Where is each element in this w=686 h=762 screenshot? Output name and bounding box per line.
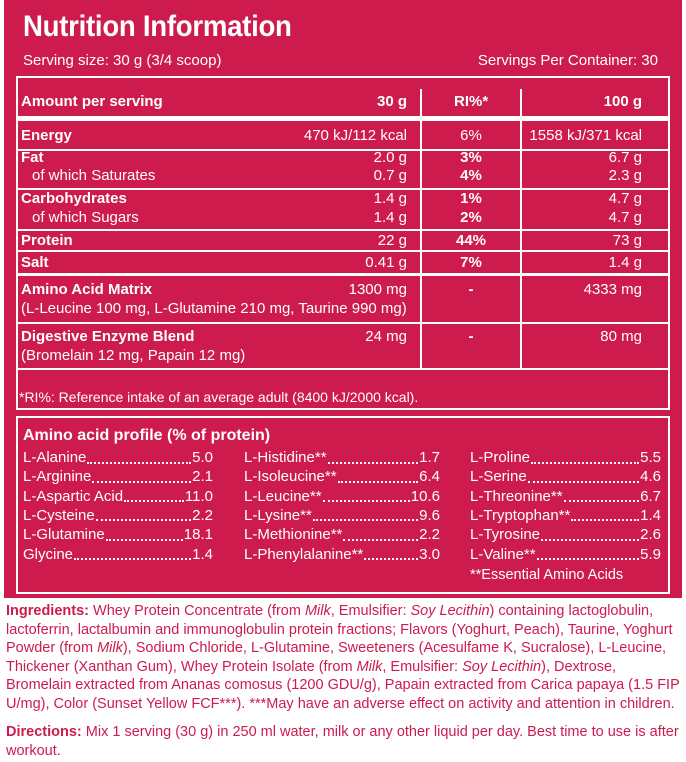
cell-ri: 3% — [460, 149, 482, 166]
ingredients-text — [6, 602, 682, 713]
cell-value: 80 mg — [600, 328, 642, 345]
ingredients-body: Whey Protein Concentrate (from Milk, Emulsifier: Soy Lecithin) containing lactoglobulin, lactoferrin, lactalbumin and immunoglobulin protein fractions; Flavors (Yoghurt, Peach), Taurine, Yoghurt Powder (from Milk), Sodium Chloride, L-Glutamine, Sweeteners (Acesulfame K, Sucralose), L-Leucine, Thickener (Xanthan Gum), Whey Protein Isolate (from Milk, Emulsifier: Soy Lecithin), Dextrose, Bromelain extracted from Ananas comosus (1200 GDU/g), Papain extracted from Carica papaya (1.5 FIP U/mg), Color (Sunset Yellow FCF***). ***May have an adverse effect on activity and attention in children. — [6, 603, 680, 712]
cell-value: 6.7 g — [608, 149, 642, 166]
amino-acid-value: 9.6 — [419, 506, 440, 524]
dot-leader — [313, 507, 418, 522]
amino-acid-row — [244, 507, 440, 526]
cell-ri: 6% — [460, 127, 482, 144]
ri-note: *RI%: Reference intake of an average adult (8400 kJ/2000 kcal). — [19, 389, 419, 405]
divider — [16, 229, 670, 231]
cell-ri: 4% — [460, 167, 482, 184]
amino-acid-name: L-Serine — [470, 468, 527, 486]
amino-acid-row — [23, 468, 213, 487]
divider — [16, 76, 18, 409]
divider — [16, 408, 670, 410]
divider — [16, 76, 670, 78]
cell-ri: - — [468, 281, 474, 298]
servings-per-container: Servings Per Container: 30 — [477, 52, 658, 69]
dot-leader — [106, 526, 183, 541]
amino-profile-title: Amino acid profile (% of protein) — [23, 427, 271, 444]
dot-leader — [96, 507, 191, 522]
divider — [16, 368, 670, 370]
amino-acid-row — [470, 507, 661, 526]
amino-acid-value: 5.5 — [640, 449, 661, 466]
dot-leader — [541, 526, 639, 541]
amino-acid-name: L-Aspartic Acid — [23, 487, 124, 505]
dot-leader — [92, 468, 191, 483]
row-sublabel: (L-Leucine 100 mg, L-Glutamine 210 mg, Taurine 990 mg) — [21, 300, 407, 317]
directions-body: Mix 1 serving (30 g) in 250 ml water, milk or any other liquid per day. Best time to use is after workout. — [6, 724, 679, 759]
divider — [16, 116, 670, 121]
amino-acid-value: 11.0 — [184, 487, 213, 505]
divider — [16, 149, 670, 151]
amino-acid-name: L-Histidine** — [244, 449, 327, 466]
amino-acid-row — [23, 488, 213, 507]
divider — [16, 592, 670, 594]
amino-acid-row — [470, 546, 661, 565]
amino-acid-name: L-Arginine — [23, 468, 92, 486]
amino-acid-value: 2.2 — [419, 526, 440, 544]
cell-ri: 44% — [455, 232, 487, 249]
row-label-enzyme-blend: Digestive Enzyme Blend — [21, 328, 195, 345]
amino-acid-value: 1.4 — [640, 506, 661, 524]
directions-label: Directions: — [6, 724, 82, 740]
cell-value: 24 mg — [365, 328, 407, 345]
amino-acid-row — [23, 507, 213, 526]
amino-acid-value: 2.6 — [640, 526, 661, 544]
amino-acid-name: L-Tryptophan** — [470, 506, 571, 524]
cell-value: 0.41 g — [365, 254, 407, 271]
amino-acid-row — [23, 526, 213, 545]
dot-leader — [564, 488, 640, 503]
cell-ri: 7% — [460, 254, 482, 271]
row-label-saturates: of which Saturates — [32, 167, 156, 184]
cell-value: 0.7 g — [373, 167, 407, 184]
amino-acid-value: 5.9 — [640, 545, 661, 563]
essential-note: **Essential Amino Acids — [470, 567, 624, 583]
dot-leader — [328, 449, 419, 464]
column-header-amount: Amount per serving — [21, 93, 163, 110]
cell-value: 1.4 g — [373, 209, 407, 226]
amino-acid-value: 10.6 — [410, 487, 440, 505]
cell-value: 1300 mg — [348, 281, 407, 298]
amino-acid-row — [244, 488, 440, 507]
amino-acid-row — [23, 449, 213, 468]
cell-value: 4.7 g — [608, 190, 642, 207]
row-sublabel: (Bromelain 12 mg, Papain 12 mg) — [21, 347, 246, 364]
amino-acid-name: L-Cysteine — [23, 506, 95, 524]
column-header-serving: 30 g — [376, 93, 407, 110]
amino-acid-value: 3.0 — [419, 545, 440, 563]
amino-acid-value: 1.7 — [419, 449, 440, 466]
amino-acid-name: L-Methionine** — [244, 526, 343, 544]
cell-value: 470 kJ/112 kcal — [303, 127, 407, 144]
amino-acid-row — [470, 468, 661, 487]
row-label-salt: Salt — [21, 254, 49, 271]
directions-text — [6, 723, 682, 760]
dot-leader — [124, 488, 184, 503]
dot-leader — [571, 507, 639, 522]
divider — [520, 89, 522, 369]
row-label-protein: Protein — [21, 232, 73, 249]
amino-acid-name: L-Glutamine — [23, 526, 105, 544]
row-label-amino-matrix: Amino Acid Matrix — [21, 281, 153, 298]
dot-leader — [531, 449, 639, 464]
amino-acid-value: 4.6 — [640, 468, 661, 486]
amino-acid-value: 5.0 — [192, 449, 213, 466]
serving-size: Serving size: 30 g (3/4 scoop) — [23, 52, 222, 69]
cell-ri: 2% — [460, 209, 482, 226]
amino-acid-value: 18.1 — [183, 526, 213, 544]
divider — [16, 416, 18, 593]
cell-value: 2.3 g — [608, 167, 642, 184]
amino-acid-row — [470, 488, 661, 507]
amino-acid-value: 6.4 — [419, 468, 440, 486]
row-label-fat: Fat — [21, 149, 44, 166]
cell-value: 1.4 g — [608, 254, 642, 271]
cell-ri: 1% — [460, 190, 482, 207]
dot-leader — [343, 526, 418, 541]
divider — [16, 250, 670, 252]
amino-acid-value: 2.1 — [192, 468, 213, 486]
amino-acid-name: L-Tyrosine — [470, 526, 541, 544]
ingredients-label: Ingredients: — [6, 603, 89, 619]
cell-value: 22 g — [377, 232, 407, 249]
amino-acid-value: 1.4 — [192, 545, 213, 563]
row-label-carbohydrates: Carbohydrates — [21, 190, 127, 207]
amino-acid-row — [244, 449, 440, 468]
amino-acid-name: L-Leucine** — [244, 487, 322, 505]
amino-acid-name: L-Lysine** — [244, 506, 312, 524]
amino-acid-row — [244, 468, 440, 487]
row-label-energy: Energy — [21, 127, 72, 144]
amino-acid-value: 6.7 — [640, 487, 661, 505]
cell-value: 2.0 g — [373, 149, 407, 166]
amino-acid-value: 2.2 — [192, 506, 213, 524]
dot-leader — [74, 546, 191, 561]
amino-acid-row — [470, 526, 661, 545]
divider — [16, 273, 670, 276]
dot-leader — [537, 546, 640, 561]
row-label-sugars: of which Sugars — [32, 209, 139, 226]
column-header-ri: RI%* — [454, 93, 489, 110]
cell-ri: - — [468, 328, 474, 345]
amino-acid-row — [470, 449, 661, 468]
amino-acid-name: L-Proline — [470, 449, 531, 466]
amino-acid-row — [23, 546, 213, 565]
cell-value: 4333 mg — [583, 281, 642, 298]
amino-acid-name: L-Isoleucine** — [244, 468, 337, 486]
dot-leader — [323, 488, 410, 503]
cell-value: 73 g — [612, 232, 642, 249]
column-header-per-100g: 100 g — [603, 93, 642, 110]
cell-value: 1.4 g — [373, 190, 407, 207]
amino-acid-name: L-Alanine — [23, 449, 87, 466]
divider — [16, 322, 670, 324]
dot-leader — [528, 468, 639, 483]
divider — [668, 76, 670, 409]
amino-acid-name: L-Threonine** — [470, 487, 563, 505]
nutrition-panel — [4, 0, 682, 598]
divider — [16, 416, 670, 418]
dot-leader — [364, 546, 418, 561]
page-title: Nutrition Information — [23, 10, 292, 43]
cell-value: 4.7 g — [608, 209, 642, 226]
amino-acid-row — [244, 546, 440, 565]
amino-acid-row — [244, 526, 440, 545]
amino-acid-name: L-Phenylalanine** — [244, 545, 364, 563]
divider — [668, 416, 670, 593]
amino-acid-name: L-Valine** — [470, 545, 536, 563]
cell-value: 1558 kJ/371 kcal — [529, 127, 642, 144]
dot-leader — [87, 449, 191, 464]
amino-acid-name: Glycine — [23, 545, 74, 563]
dot-leader — [338, 468, 419, 483]
